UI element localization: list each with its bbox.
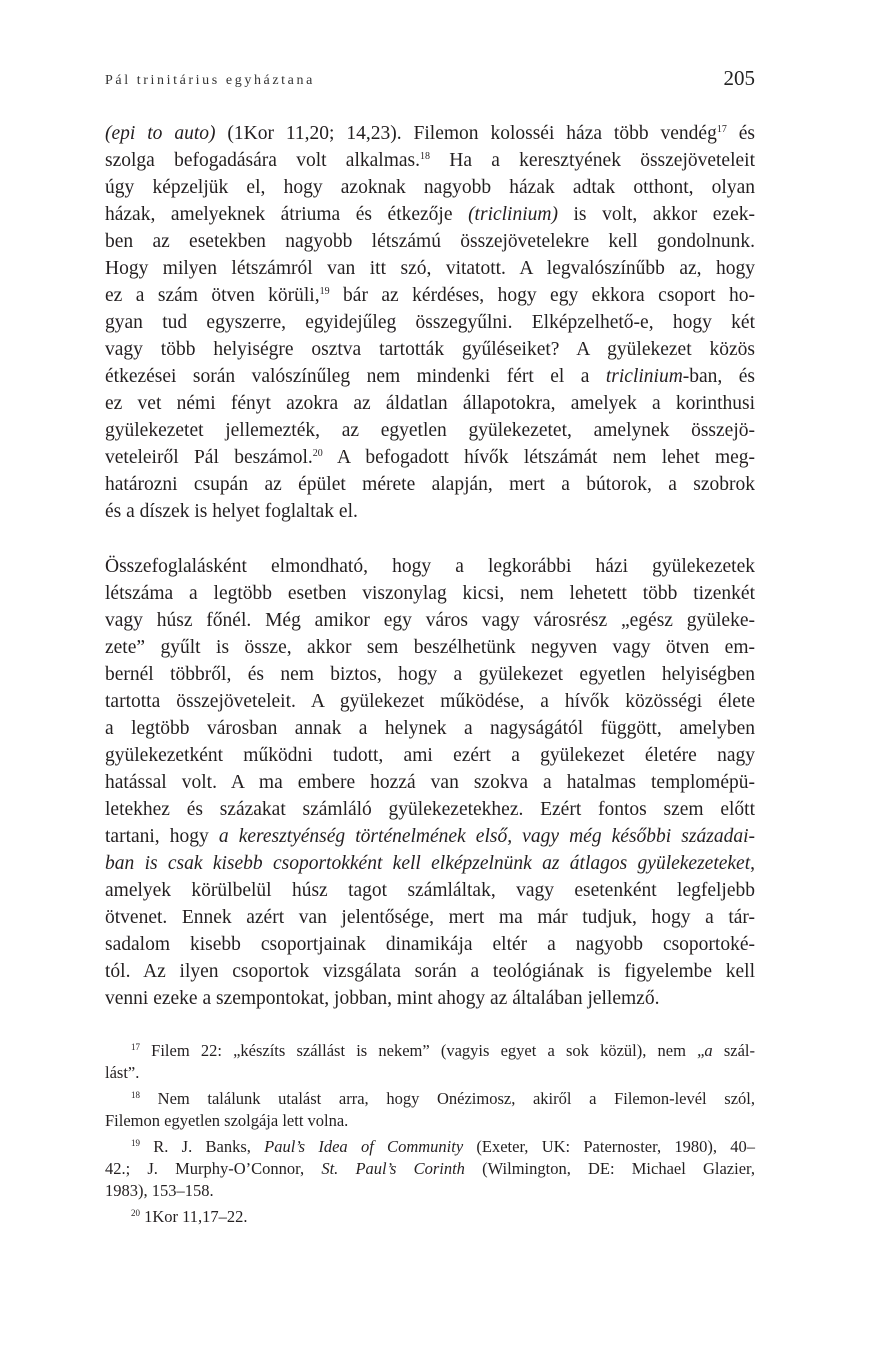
footnote-marker: 17 [716, 124, 727, 135]
footnote-marker: 19 [131, 1138, 140, 1148]
footnote-marker: 18 [131, 1090, 140, 1100]
text-span: 42.; J. Murphy-O’Connor, [105, 1159, 322, 1178]
text-span: határozni csupán az épület mérete alapján, mert a bútorok, a szobrok [105, 474, 755, 495]
text-span: és a díszek is helyet foglaltak el. [105, 501, 358, 522]
text-span: ben az esetekben nagyobb létszámú összejövetelekre kell gondolnunk. [105, 231, 755, 252]
footnote-line [105, 1062, 755, 1084]
text-span: bernél többről, és nem biztos, hogy a gyülekezet egyetlen helyiségben [105, 664, 755, 685]
italic-span: ban is csak kisebb csoportokként kell elképzelnünk az átlagos gyülekezeteket [105, 853, 751, 874]
footnote-line [105, 1040, 755, 1062]
text-line [105, 580, 755, 607]
text-span: Ha a keresztyének összejöveteleit [429, 150, 755, 171]
text-span: is volt, akkor ezek- [557, 204, 755, 225]
text-span: ez a szám ötven körüli, [105, 285, 320, 306]
text-span: letekhez és százakat számláló gyülekezetekhez. Ezért fontos szem előtt [105, 799, 755, 820]
text-span: A befogadott hívők létszámát nem lehet meg- [322, 447, 756, 468]
footnote [105, 1088, 755, 1132]
footnote-marker: 20 [312, 448, 323, 459]
text-line [105, 147, 755, 174]
text-span: (1Kor 11,20; 14,23). Filemon kolosséi háza több vendég [215, 123, 717, 144]
text-span: szál- [712, 1041, 755, 1060]
text-line [105, 417, 755, 444]
text-line [105, 336, 755, 363]
text-span: R. J. Banks, [140, 1137, 265, 1156]
footnote-marker: 20 [131, 1208, 140, 1218]
text-line [105, 823, 755, 850]
text-span: vagy több helyiségre osztva tartották gyűléseiket? A gyülekezet közös [105, 339, 755, 360]
footnote [105, 1206, 755, 1228]
text-span: étkezései során valószínűleg nem mindenki fért el a [105, 366, 606, 387]
text-span: , [750, 853, 755, 874]
text-line [105, 850, 755, 877]
text-line [105, 120, 755, 147]
footnote-marker: 19 [319, 286, 330, 297]
text-line [105, 282, 755, 309]
text-line [105, 634, 755, 661]
text-line [105, 174, 755, 201]
footnote-marker: 17 [131, 1042, 140, 1052]
text-span: a legtöbb városban annak a helynek a nagyságától függött, amelyben [105, 718, 755, 739]
text-line [105, 201, 755, 228]
text-span: tartani, hogy [105, 826, 219, 847]
footnote-line [105, 1110, 755, 1132]
text-line [105, 769, 755, 796]
footnote [105, 1136, 755, 1202]
text-line [105, 742, 755, 769]
text-line [105, 904, 755, 931]
italic-span: St. Paul’s Corinth [321, 1159, 465, 1178]
text-span: -ban, és [682, 366, 755, 387]
running-title: Pál trinitárius egyháztana [105, 73, 315, 88]
text-line [105, 363, 755, 390]
text-span: házak, amelyeknek átriuma és étkezője [105, 204, 469, 225]
text-span: 1983), 153–158. [105, 1181, 214, 1200]
text-line [105, 390, 755, 417]
text-line [105, 228, 755, 255]
text-span: gyan tud egyszerre, egyidejűleg összegyűlni. Elképzelhető-e, hogy két [105, 312, 755, 333]
text-span: gyülekezetet jellemezték, az egyetlen gyülekezetet, amelynek összejö- [105, 420, 755, 441]
text-span: ez vet némi fényt azokra az áldatlan állapotokra, amelyek a korinthusi [105, 393, 755, 414]
text-line [105, 985, 755, 1012]
text-span: sadalom kisebb csoportjainak dinamikája eltér a nagyobb csoportoké- [105, 934, 755, 955]
footnote-marker: 18 [419, 151, 430, 162]
text-span: (Wilmington, DE: Michael Glazier, [464, 1159, 755, 1178]
footnote-line [105, 1180, 755, 1202]
text-span: Nem találunk utalást arra, hogy Onézimosz, akiről a Filemon-levél szól, [140, 1089, 755, 1108]
text-span: ötvenet. Ennek azért van jelentősége, mert ma már tudjuk, hogy a tár- [105, 907, 755, 928]
text-span: venni ezeke a szempontokat, jobban, mint ahogy az általában jellemző. [105, 988, 660, 1009]
text-line [105, 958, 755, 985]
text-line [105, 877, 755, 904]
text-span: úgy képzeljük el, hogy azoknak nagyobb házak adtak otthont, olyan [105, 177, 755, 198]
page-number: 205 [723, 66, 755, 90]
text-line [105, 715, 755, 742]
italic-span: Paul’s Idea of Community [264, 1137, 464, 1156]
text-span: zete” gyűlt is össze, akkor sem beszélhetünk negyven vagy ötven em- [105, 637, 755, 658]
text-line [105, 498, 755, 525]
text-span: tartotta összejöveteleit. A gyülekezet működése, a hívők közösségi élete [105, 691, 755, 712]
text-span: Összefoglalásként elmondható, hogy a legkorábbi házi gyülekezetek [105, 556, 755, 577]
text-span: tól. Az ilyen csoportok vizsgálata során a teológiának is figyelembe kell [105, 961, 755, 982]
italic-span: (epi to auto) [105, 123, 216, 144]
text-line [105, 931, 755, 958]
text-span: (Exeter, UK: Paternoster, 1980), 40– [463, 1137, 755, 1156]
text-span: Filem 22: „készíts szállást is nekem” (vagyis egyet a sok közül), nem „ [140, 1041, 705, 1060]
footnote [105, 1040, 755, 1084]
text-span: gyülekezetként működni tudott, ami ezért a gyülekezet életére nagy [105, 745, 755, 766]
text-span: szolga befogadására volt alkalmas. [105, 150, 420, 171]
text-span: bár az kérdéses, hogy egy ekkora csoport ho- [329, 285, 756, 306]
main-text [105, 120, 755, 1012]
italic-span: a [704, 1041, 713, 1060]
text-line [105, 607, 755, 634]
italic-span: triclinium [605, 366, 683, 387]
paragraph-1 [105, 120, 755, 525]
text-span: amelyek körülbelül húsz tagot számláltak, vagy esetenként legfeljebb [105, 880, 755, 901]
text-span: és [726, 123, 755, 144]
footnote-line [105, 1136, 755, 1158]
italic-span: a keresztyénség történelmének első, vagy még későbbi századai- [218, 826, 755, 847]
text-span: létszáma a legtöbb esetben viszonylag kicsi, nem lehetett több tizenkét [105, 583, 755, 604]
text-line [105, 471, 755, 498]
footnote-line [105, 1206, 755, 1228]
text-line [105, 688, 755, 715]
text-line [105, 661, 755, 688]
text-line [105, 255, 755, 282]
text-line [105, 796, 755, 823]
text-span: Filemon egyetlen szolgája lett volna. [105, 1111, 349, 1130]
text-span: vagy húsz főnél. Még amikor egy város vagy városrész „egész gyüleke- [105, 610, 755, 631]
footnote-line [105, 1158, 755, 1180]
text-span: hatással volt. A ma embere hozzá van szokva a hatalmas templomépü- [105, 772, 755, 793]
italic-span: (triclinium) [468, 204, 558, 225]
text-line [105, 309, 755, 336]
text-span: veteleiről Pál beszámol. [105, 447, 313, 468]
footnote-line [105, 1088, 755, 1110]
text-line [105, 444, 755, 471]
text-line [105, 553, 755, 580]
running-header [105, 64, 755, 94]
footnotes [105, 1040, 755, 1228]
text-span: Hogy milyen létszámról van itt szó, vitatott. A legvalószínűbb az, hogy [105, 258, 755, 279]
paragraph-2 [105, 553, 755, 1012]
text-span: lást”. [105, 1063, 140, 1082]
text-span: 1Kor 11,17–22. [140, 1207, 248, 1226]
